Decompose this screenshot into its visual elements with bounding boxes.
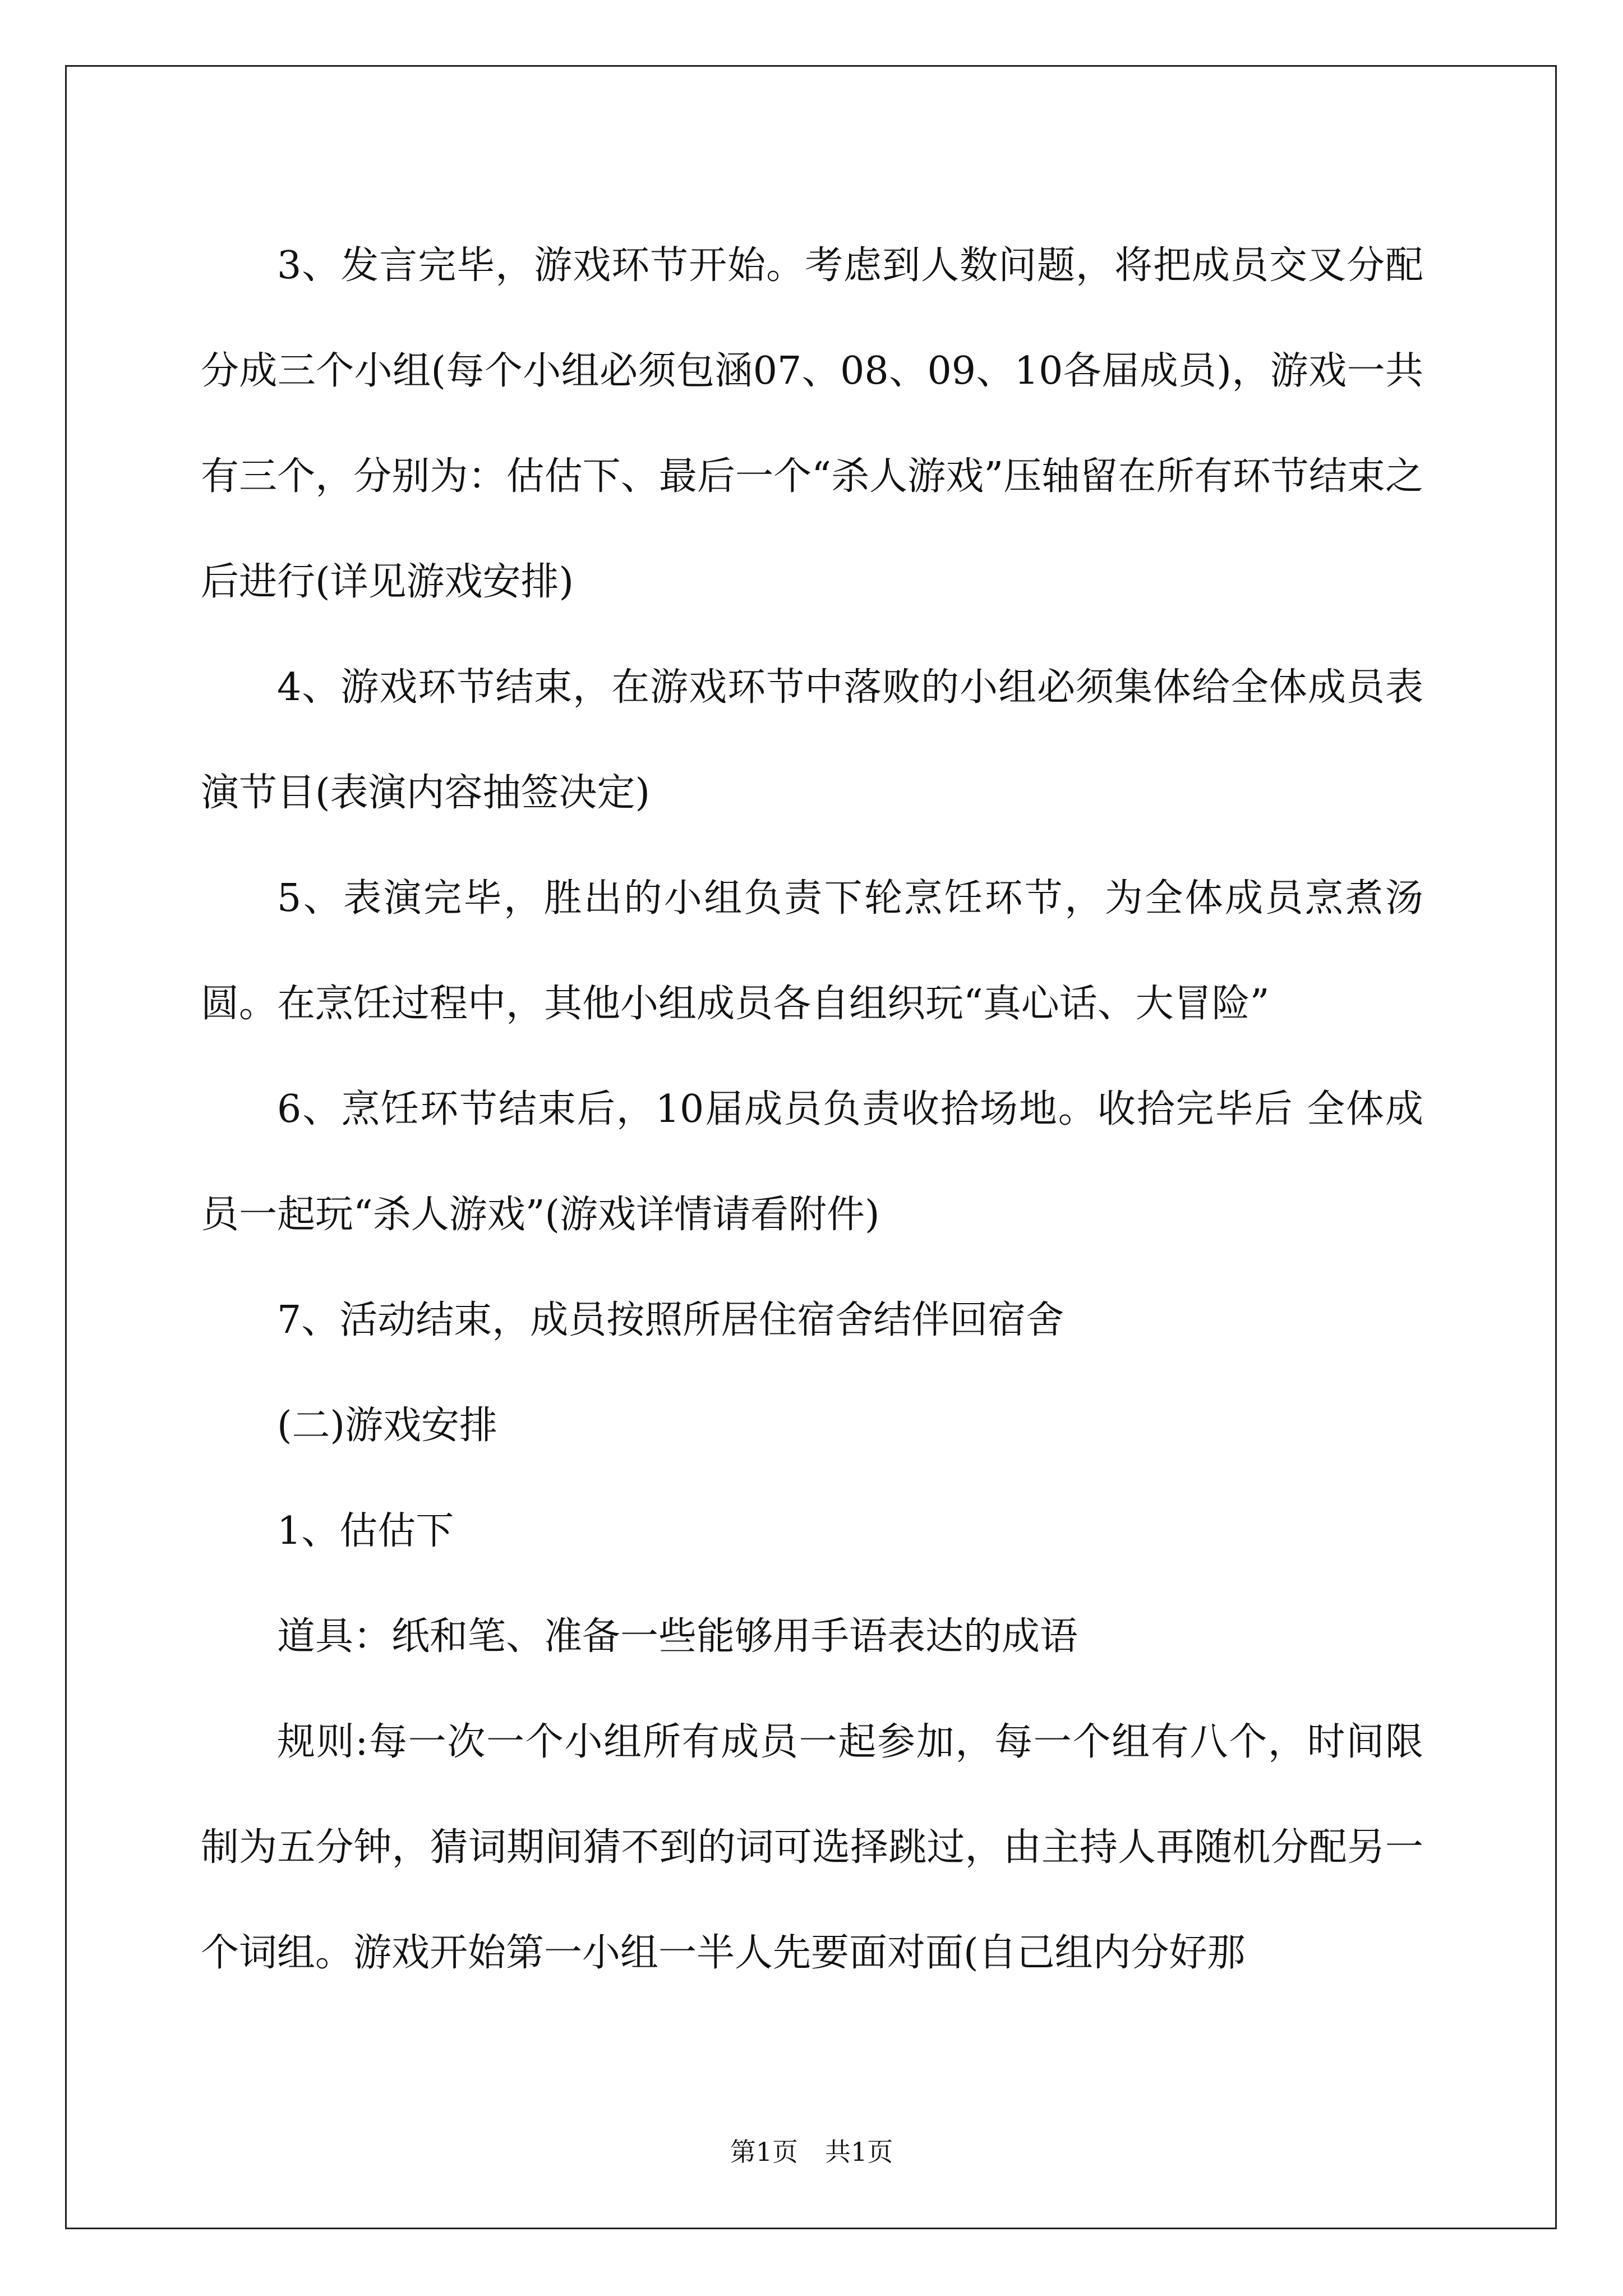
paragraph-step-3: 3、发言完毕，游戏环节开始。考虑到人数问题，将把成员交叉分配分成三个小组(每个小组必须包涵07、08、09、10各届成员)，游戏一共有三个，分别为：估估下、最后一个“杀人游戏”压轴留在所有环节结束之后进行(详见游戏安排) [201, 243, 1423, 604]
paragraph-step-4: 4、游戏环节结束，在游戏环节中落败的小组必须集体给全体成员表演节目(表演内容抽签决定) [201, 665, 1423, 815]
page-number-current: 第1页 [730, 2137, 798, 2167]
game-1-title: 1、估估下 [277, 1509, 454, 1553]
game-1-rules: 规则:每一次一个小组所有成员一起参加，每一个组有八个，时间限制为五分钟，猜词期间猜不到的词可选择跳过，由主持人再随机分配另一个词组。游戏开始第一小组一半人先要面对面(自己组内分好那 [201, 1720, 1423, 1975]
game-1-props: 道具：纸和笔、准备一些能够用手语表达的成语 [277, 1614, 1078, 1659]
page-footer [0, 2135, 1623, 2169]
paragraph-step-6: 6、烹饪环节结束后，10届成员负责收拾场地。收拾完毕后 全体成员一起玩“杀人游戏”(游戏详情请看附件) [201, 1087, 1423, 1237]
section-heading-game-arrangement: (二)游戏安排 [277, 1404, 498, 1448]
paragraph-step-7: 7、活动结束，成员按照所居住宿舍结伴回宿舍 [277, 1298, 1064, 1342]
document-body [201, 213, 1423, 2006]
page-number-total: 共1页 [825, 2137, 893, 2167]
paragraph-step-5: 5、表演完毕，胜出的小组负责下轮烹饪环节，为全体成员烹煮汤圆。在烹饪过程中，其他小组成员各自组织玩“真心话、大冒险” [201, 876, 1423, 1026]
